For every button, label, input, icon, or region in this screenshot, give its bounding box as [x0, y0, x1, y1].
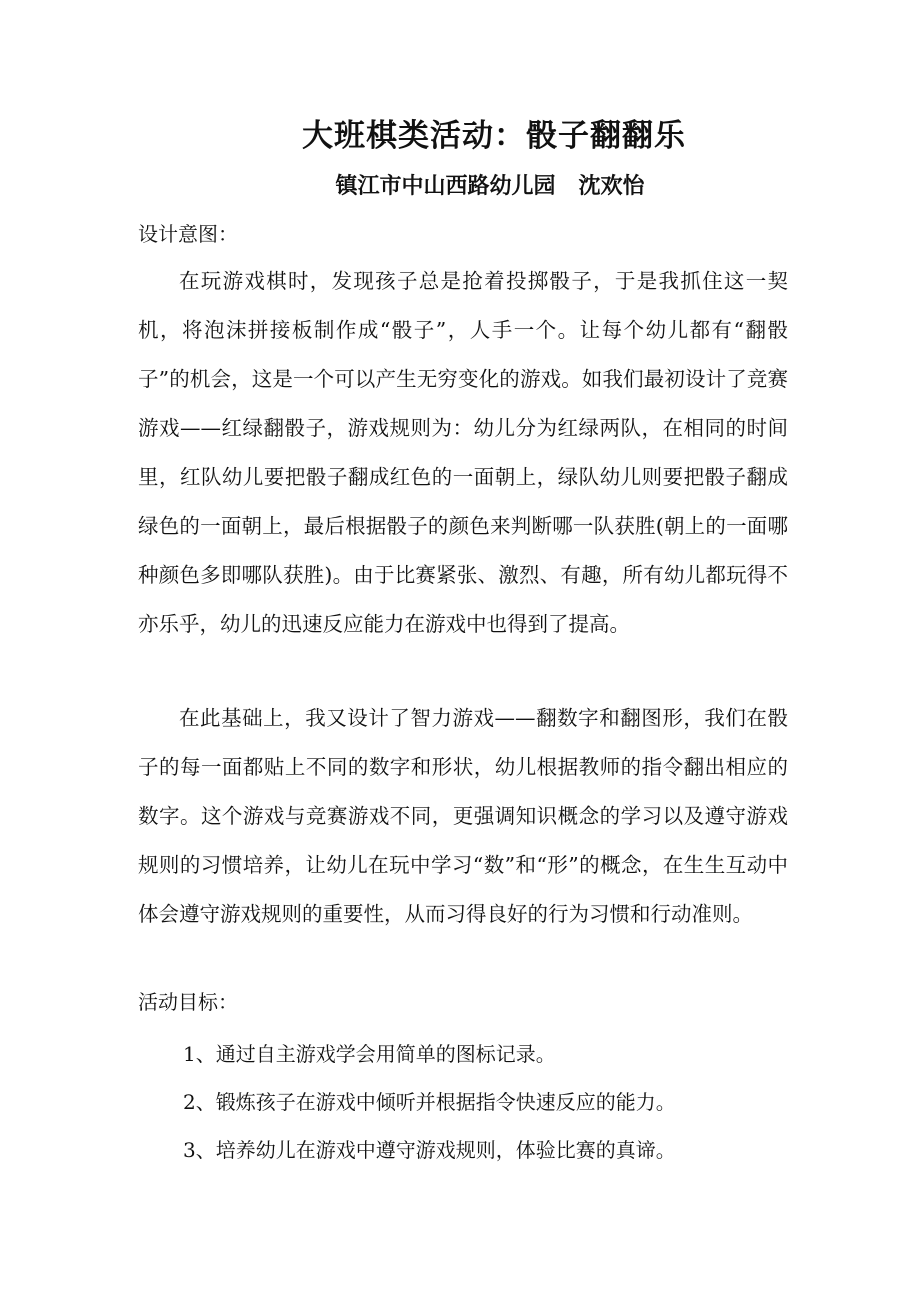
goal-item-3: 3、培养幼儿在游戏中遵守游戏规则，体验比赛的真谛。 [183, 1138, 676, 1162]
author-line: 镇江市中山西路幼儿园 沈欢怡 [335, 173, 645, 199]
paragraph-1: 在玩游戏棋时，发现孩子总是抢着投掷骰子，于是我抓住这一契机，将泡沫拼接板制作成“骰子”，人手一个。让每个幼儿都有“翻骰子”的机会，这是一个可以产生无穷变化的游戏。如我们最初设计了竞赛游戏——红绿翻骰子，游戏规则为：幼儿分为红绿两队，在相同的时间里，红队幼儿要把骰子翻成红色的一面朝上，绿队幼儿则要把骰子翻成绿色的一面朝上，最后根据骰子的颜色来判断哪一队获胜(朝上的一面哪种颜色多即哪队获胜)。由于比赛紧张、激烈、有趣，所有幼儿都玩得不亦乐乎，幼儿的迅速反应能力在游戏中也得到了提高。 [138, 269, 788, 636]
paragraph-2: 在此基础上，我又设计了智力游戏——翻数字和翻图形，我们在骰子的每一面都贴上不同的数字和形状，幼儿根据教师的指令翻出相应的数字。这个游戏与竞赛游戏不同，更强调知识概念的学习以及遵守游戏规则的习惯培养，让幼儿在玩中学习“数”和“形”的概念，在生生互动中体会遵守游戏规则的重要性，从而习得良好的行为习惯和行动准则。 [138, 706, 788, 926]
document-title: 大班棋类活动：骰子翻翻乐 [302, 118, 686, 154]
design-intent-heading: 设计意图： [138, 222, 238, 246]
activity-goals-heading: 活动目标： [138, 990, 238, 1014]
goal-item-2: 2、锻炼孩子在游戏中倾听并根据指令快速反应的能力。 [183, 1090, 676, 1114]
goal-item-1: 1、通过自主游戏学会用简单的图标记录。 [183, 1042, 556, 1066]
